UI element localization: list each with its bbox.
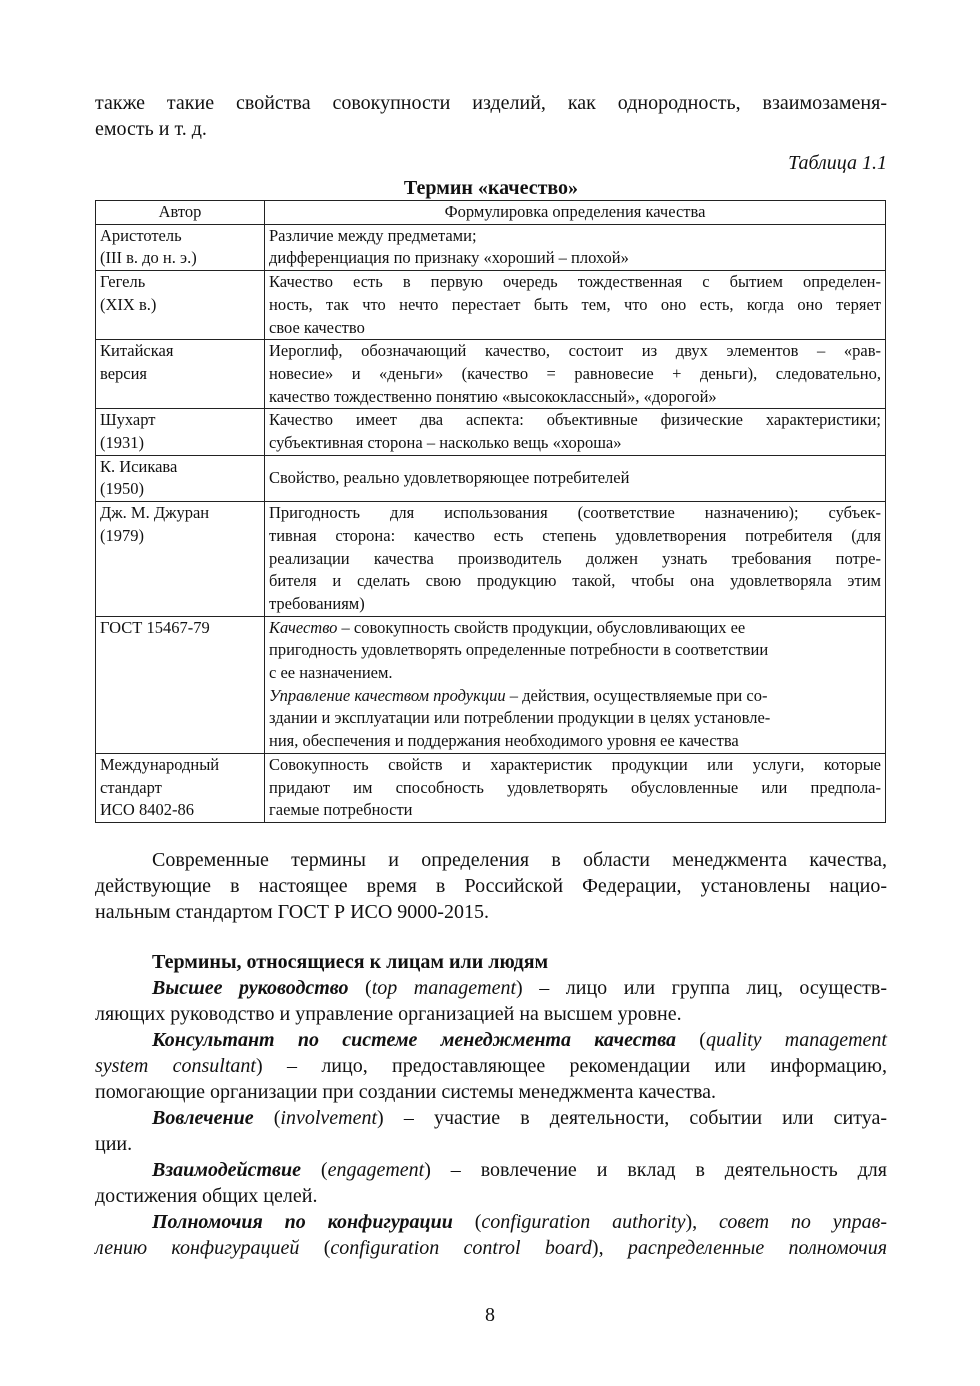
page-number: 8 xyxy=(485,1304,495,1326)
definition-line: Различие между предметами; xyxy=(269,225,477,245)
author-line: Гегель xyxy=(100,272,146,292)
term-bold-italic: Взаимодействие xyxy=(152,1158,301,1181)
intro-paragraph xyxy=(95,90,887,142)
definition-line: новесие» и «деньги» (качество = равновесие + деньги), следовательно, xyxy=(269,363,881,383)
definition-cell xyxy=(265,753,886,822)
paragraph-line: Взаимодействие (engagement) – вовлечение и вклад в деятельность для xyxy=(152,1158,887,1181)
term-engagement xyxy=(95,1157,887,1209)
author-cell xyxy=(96,753,265,822)
definition-line xyxy=(269,617,881,640)
paragraph-line: Полномочия по конфигурации (configuration authority), совет по управ- xyxy=(152,1210,887,1233)
author-line: Дж. М. Джуран xyxy=(100,503,210,523)
definition-line: с ее назначением. xyxy=(269,663,393,683)
header-author: Автор xyxy=(96,201,265,225)
intro-line-2: емость и т. д. xyxy=(95,118,207,140)
term-text: – вовлечение и вклад в деятельность для xyxy=(430,1158,887,1181)
author-cell xyxy=(96,455,265,501)
author-line: (III в. до н. э.) xyxy=(100,248,197,268)
author-line: ГОСТ 15467-79 xyxy=(100,617,210,637)
paragraph-line: Консультант по системе менеджмента качества (quality management xyxy=(152,1028,887,1051)
definition-cell xyxy=(265,502,886,617)
paragraph-line: помогающие организации при создании системы менеджмента качества. xyxy=(95,1080,717,1103)
author-line: стандарт xyxy=(100,777,162,797)
definition-line: Качество есть в первую очередь тождественная с бытием определен- xyxy=(269,272,881,292)
definition-line: придают им способность удовлетворять обусловленные или предпола- xyxy=(269,777,881,797)
definition-line xyxy=(269,685,881,708)
author-line: (1979) xyxy=(100,525,144,545)
paragraph-line: Современные термины и определения в области менеджмента качества, xyxy=(152,848,887,871)
author-line: версия xyxy=(100,363,148,383)
header-definition: Формулировка определения качества xyxy=(265,201,886,225)
definition-cell xyxy=(265,616,886,753)
term-english: configuration authority xyxy=(481,1210,686,1233)
paragraph-line: достижения общих целей. xyxy=(95,1184,318,1207)
section-heading: Термины, относящиеся к лицам или людям xyxy=(152,950,549,973)
table-title: Термин «качество» xyxy=(403,177,579,199)
definition-line: свое качество xyxy=(269,317,365,337)
table-row xyxy=(96,753,886,822)
table-row xyxy=(96,455,886,501)
table-row xyxy=(96,271,886,340)
definition-cell xyxy=(265,340,886,409)
author-cell xyxy=(96,616,265,753)
author-cell xyxy=(96,224,265,270)
definition-cell xyxy=(265,455,886,501)
table-row xyxy=(96,616,886,753)
definition-line: ность, так что нечто перестает быть тем, что оно есть, когда оно теряет xyxy=(269,294,881,314)
term-involvement xyxy=(95,1105,887,1157)
paragraph-line: ляющих руководство и управление организацией на высшем уровне. xyxy=(95,1002,682,1025)
term-text: – участие в деятельности, событии или ситуа- xyxy=(383,1106,887,1129)
definition-cell xyxy=(265,409,886,455)
definition-text: – совокупность свойств продукции, обусловливающих ее xyxy=(337,617,746,637)
definition-cell xyxy=(265,271,886,340)
intro-line-1: также такие свойства совокупности изделий, как однородность, взаимозаменя- xyxy=(95,92,887,114)
table-caption: Таблица 1.1 xyxy=(788,152,887,174)
term-alt-italic: лению конфигурацией xyxy=(95,1236,300,1259)
term-italic: Качество xyxy=(269,617,338,637)
term-alt-italic: совет по управ- xyxy=(718,1210,887,1233)
author-line: (XIX в.) xyxy=(100,294,157,314)
definition-line: Качество имеет два аспекта: объективные физические характеристики; xyxy=(269,410,881,430)
definition-line: тивная сторона: качество есть степень удовлетворения потребителя (для xyxy=(269,525,881,545)
term-bold-italic: Полномочия по конфигурации xyxy=(152,1210,453,1233)
definition-line: субъективная сторона – насколько вещь «хороша» xyxy=(269,433,622,453)
definition-line: качество тождественно понятию «высококлассный», «дорогой» xyxy=(269,386,717,406)
term-english: engagement xyxy=(327,1158,425,1181)
paragraph-line: нальным стандартом ГОСТ Р ИСО 9000-2015. xyxy=(95,900,489,923)
definition-line: требованиям) xyxy=(269,593,365,613)
term-english: involvement xyxy=(280,1106,378,1129)
author-cell xyxy=(96,409,265,455)
definition-line: гаемые потребности xyxy=(269,800,413,820)
author-line: Китайская xyxy=(100,341,174,361)
author-line: ИСО 8402-86 xyxy=(100,800,194,820)
term-alt-italic: распределенные полномочия xyxy=(627,1236,887,1259)
term-english: system consultant xyxy=(95,1054,256,1077)
term-english: configuration control board xyxy=(330,1236,592,1259)
paragraph-line: system consultant) – лицо, предоставляющее рекомендации или информацию, xyxy=(95,1054,887,1077)
quality-definitions-table xyxy=(95,200,886,823)
table-header-row xyxy=(96,201,886,225)
table-row xyxy=(96,340,886,409)
table-row xyxy=(96,409,886,455)
term-configuration-authority xyxy=(95,1209,887,1261)
definition-line: реализации качества производитель должен узнать требования потре- xyxy=(269,548,881,568)
paragraph-line: лению конфигурацией (configuration control board), распределенные полномочия xyxy=(95,1236,887,1259)
term-bold-italic: Высшее руководство xyxy=(152,976,349,999)
author-line: Шухарт xyxy=(100,410,156,430)
author-line: Аристотель xyxy=(100,225,182,245)
definition-line: ния, обеспечения и поддержания необходимого уровня ее качества xyxy=(269,731,739,751)
paragraph-line: ции. xyxy=(95,1132,133,1155)
term-english: top management xyxy=(371,976,517,999)
term-top-management xyxy=(95,975,887,1027)
term-text: ), xyxy=(685,1210,719,1233)
author-cell xyxy=(96,502,265,617)
definition-line: Пригодность для использования (соответствие назначению); субъек- xyxy=(269,503,881,523)
author-cell xyxy=(96,271,265,340)
term-bold-italic: Консультант по системе менеджмента качества xyxy=(152,1028,676,1051)
table-row xyxy=(96,224,886,270)
term-bold-italic: Вовлечение xyxy=(152,1106,254,1129)
modern-terms-paragraph xyxy=(95,847,887,925)
definition-text: – действия, осуществляемые при со- xyxy=(505,685,768,705)
definition-cell xyxy=(265,224,886,270)
term-italic: Управление качеством продукции xyxy=(269,685,506,705)
author-line: (1950) xyxy=(100,479,144,499)
term-qms-consultant xyxy=(95,1027,887,1105)
definition-line: Свойство, реально удовлетворяющее потребителей xyxy=(269,468,630,488)
definition-line: Совокупность свойств и характеристик продукции или услуги, которые xyxy=(269,754,881,774)
term-text: – лицо или группа лиц, осуществ- xyxy=(522,976,887,999)
author-line: (1931) xyxy=(100,433,144,453)
term-text: – лицо, предоставляющее рекомендации или информацию, xyxy=(262,1054,887,1077)
definition-line: Иероглиф, обозначающий качество, состоит из двух элементов – «рав- xyxy=(269,341,881,361)
paragraph-line: Вовлечение (involvement) – участие в деятельности, событии или ситуа- xyxy=(152,1106,887,1129)
author-line: К. Исикава xyxy=(100,456,178,476)
definition-line: здании и эксплуатации или потреблении продукции в целях установле- xyxy=(269,708,771,728)
paragraph-line: Высшее руководство (top management) – лицо или группа лиц, осуществ- xyxy=(152,976,887,999)
table-row xyxy=(96,502,886,617)
author-line: Международный xyxy=(100,754,220,774)
paragraph-line: действующие в настоящее время в Российской Федерации, установлены нацио- xyxy=(95,874,887,897)
term-english: quality management xyxy=(705,1028,887,1051)
page-content xyxy=(95,90,887,1261)
definition-line: бителя и сделать свою продукцию такой, чтобы она удовлетворяла этим xyxy=(269,571,881,591)
definition-line: дифференциация по признаку «хороший – плохой» xyxy=(269,248,629,268)
definition-line: пригодность удовлетворять определенные потребности в соответствии xyxy=(269,640,769,660)
author-cell xyxy=(96,340,265,409)
